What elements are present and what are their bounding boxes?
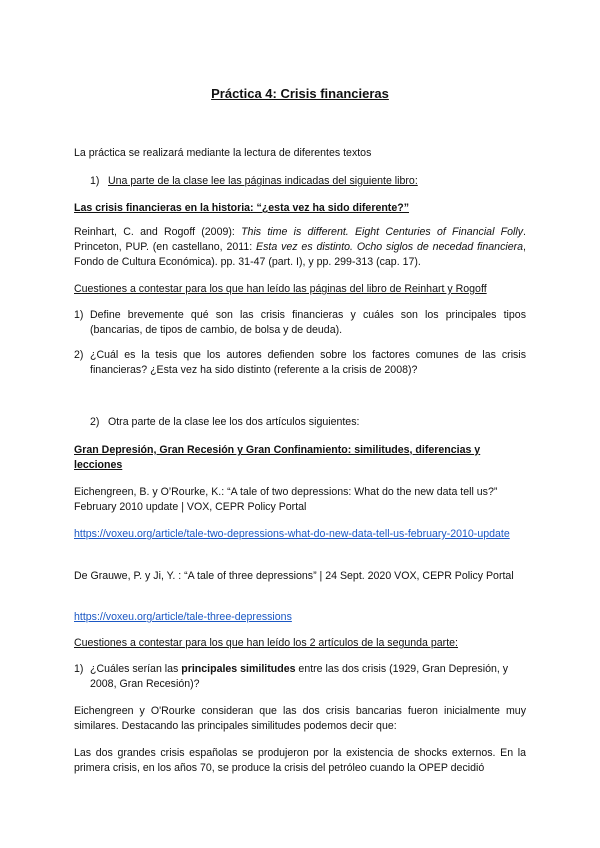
question-text: ¿Cuál es la tesis que los autores defienden sobre los factores comunes de las crisis financieras? ¿Esta vez ha sido distinto (referente a la crisis de 2008)? xyxy=(90,349,526,376)
list-number: 2) xyxy=(74,349,84,361)
ref-title-es: Esta vez es distinto. Ocho siglos de necedad financiera xyxy=(256,241,524,253)
part1-text: Una parte de la clase lee las páginas indicadas del siguiente libro: xyxy=(108,175,418,187)
part1-item xyxy=(90,174,526,189)
ref-pages: , Fondo de Cultura Económica). pp. 31-47 (part. I), y pp. 299-313 (cap. 17). xyxy=(74,241,526,268)
answer-paragraph-1: Eichengreen y O'Rourke consideran que las dos crisis bancarias fueron inicialmente muy similares. Destacando las principales similitudes podemos decir que: xyxy=(74,705,526,732)
article-link-2[interactable] xyxy=(74,610,526,625)
article-link-1[interactable] xyxy=(74,527,526,542)
ref-author: Reinhart, C. and Rogoff (2009): xyxy=(74,226,242,238)
questions2-heading: Cuestiones a contestar para los que han leído los 2 artículos de la segunda parte: xyxy=(74,637,458,649)
question-item xyxy=(74,308,526,338)
list-number: 1) xyxy=(74,663,84,675)
answer-paragraph-2: Las dos grandes crisis españolas se produjeron por la existencia de shocks externos. En la primera crisis, en los años 70, se produce la crisis del petróleo cuando la OPEP decidió xyxy=(74,747,526,774)
book-heading: Las crisis financieras en la historia: “¿esta vez ha sido diferente?” xyxy=(74,202,409,214)
question-item xyxy=(74,662,526,692)
ref-publisher: . Princeton, PUP. (en castellano, 2011: xyxy=(74,226,526,253)
questions1-heading: Cuestiones a contestar para los que han leído las páginas del libro de Reinhart y Rogoff xyxy=(74,283,487,295)
question-text: ¿Cuáles serían las xyxy=(90,663,182,675)
part2-item xyxy=(90,415,526,430)
page-title: Práctica 4: Crisis financieras xyxy=(211,86,389,101)
article-reference-1: Eichengreen, B. y O’Rourke, K.: “A tale of two depressions: What do the new data tell us?” February 2010 update | VOX, CEPR Policy Portal xyxy=(74,486,498,513)
article-link-1-text[interactable]: https://voxeu.org/article/tale-two-depressions-what-do-new-data-tell-us-february-2010-update xyxy=(74,528,510,540)
question-item xyxy=(74,348,526,378)
intro-text: La práctica se realizará mediante la lectura de diferentes textos xyxy=(74,147,372,159)
list-number: 1) xyxy=(90,175,100,187)
book-reference xyxy=(74,225,526,270)
question-text: Define brevemente qué son las crisis financieras y cuáles son los principales tipos (bancarias, de tipos de cambio, de bolsa y de deuda). xyxy=(90,309,526,336)
article-reference-2: De Grauwe, P. y Ji, Y. : “A tale of three depressions” | 24 Sept. 2020 VOX, CEPR Policy Portal xyxy=(74,570,514,582)
part2-text: Otra parte de la clase lee los dos artículos siguientes: xyxy=(108,416,360,428)
question-emphasis: principales similitudes xyxy=(181,663,296,675)
article-link-2-text[interactable]: https://voxeu.org/article/tale-three-depressions xyxy=(74,611,292,623)
list-number: 2) xyxy=(90,416,100,428)
question-text-end: entre las dos crisis (1929, Gran Depresión, y 2008, Gran Recesión)? xyxy=(90,663,509,690)
ref-title-en: This time is different. Eight Centuries of Financial Folly xyxy=(241,226,524,238)
list-number: 1) xyxy=(74,309,84,321)
articles-heading: Gran Depresión, Gran Recesión y Gran Confinamiento: similitudes, diferencias y lecciones xyxy=(74,444,481,471)
